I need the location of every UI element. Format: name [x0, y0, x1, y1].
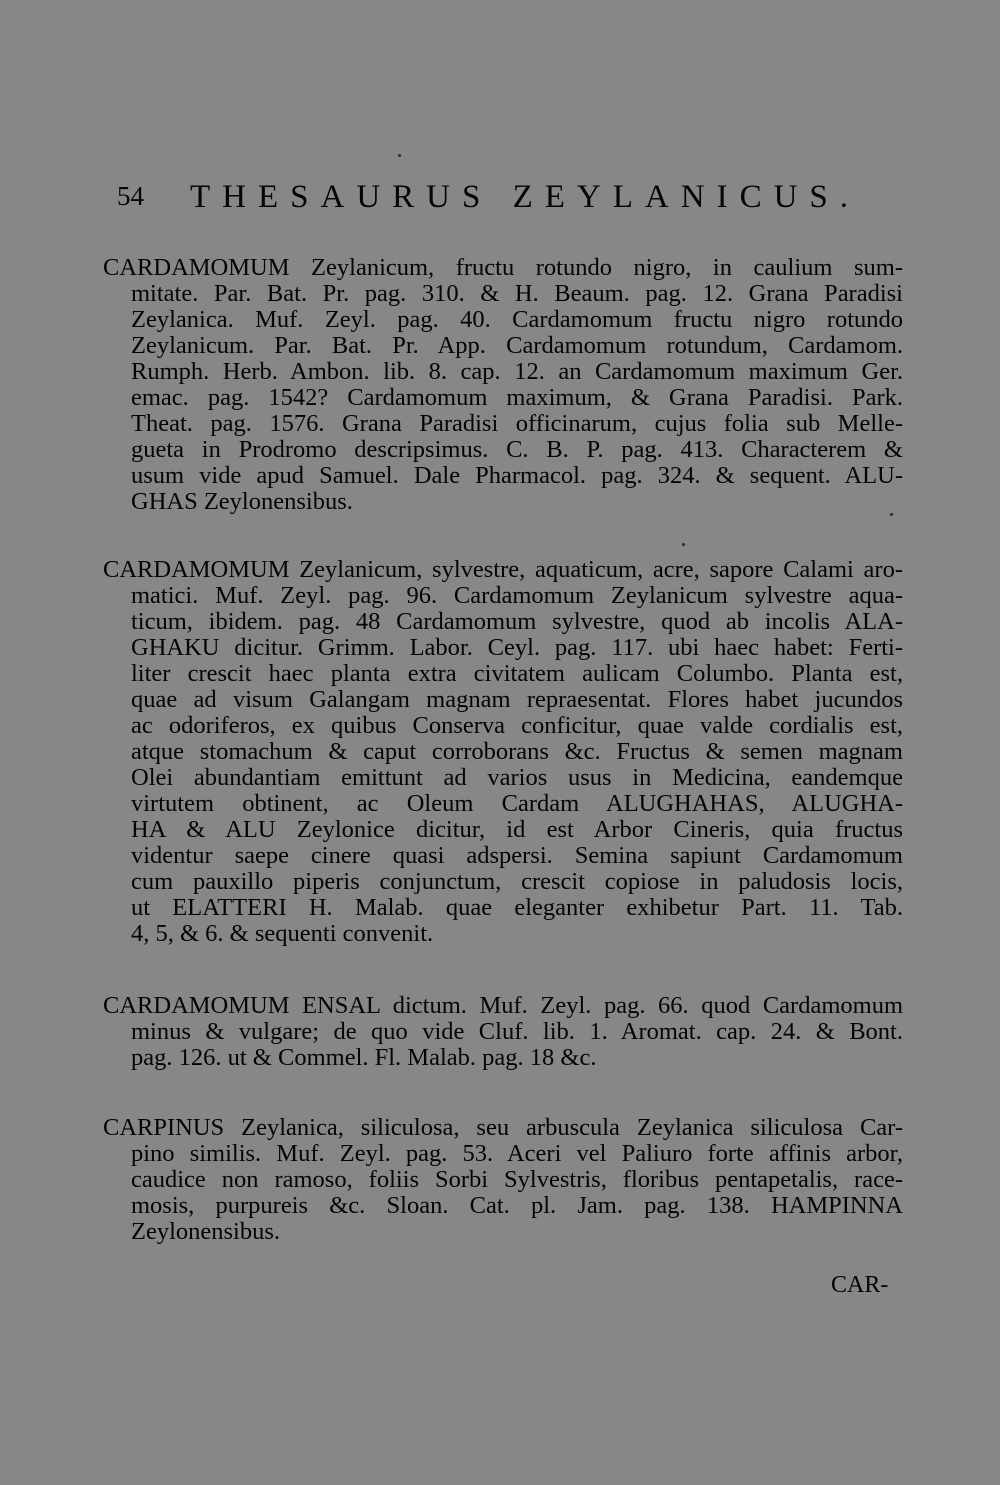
entry-2-line-6: quae ad visum Galangam magnam repraesentat. Flores habet jucundos: [131, 686, 903, 713]
entry-2-line-7: ac odoriferos, ex quibus Conserva conficitur, quae valde cordialis est,: [131, 712, 903, 739]
page-number: 54: [117, 181, 144, 211]
entry-1-line-1: CARDAMOMUM Zeylanicum, fructu rotundo nigro, in caulium sum-: [103, 254, 903, 281]
entry-4-line-5: Zeylonensibus.: [131, 1218, 281, 1245]
entry-2-line-8: atque stomachum & caput corroborans &c. Fructus & semen magnam: [131, 738, 903, 765]
entry-3-line-1: CARDAMOMUM ENSAL dictum. Muf. Zeyl. pag. 66. quod Cardamomum: [103, 992, 903, 1019]
entry-cardamomum-sylvestre: [103, 557, 903, 947]
ink-speck: [890, 513, 893, 516]
entry-2-line-4: GHAKU dicitur. Grimm. Labor. Ceyl. pag. 117. ubi haec habet: Ferti-: [131, 634, 903, 661]
entry-1-line-5: Rumph. Herb. Ambon. lib. 8. cap. 12. an Cardamomum maximum Ger.: [131, 358, 903, 385]
entry-1-line-8: gueta in Prodromo descripsimus. C. B. P. pag. 413. Characterem &: [131, 436, 903, 463]
entry-2-line-9: Olei abundantiam emittunt ad varios usus in Medicina, eandemque: [131, 764, 903, 791]
entry-2-line-12: videntur saepe cinere quasi adspersi. Semina sapiunt Cardamomum: [131, 842, 903, 869]
entry-1-line-6: emac. pag. 1542? Cardamomum maximum, & Grana Paradisi. Park.: [131, 384, 903, 411]
entry-2-line-11: HA & ALU Zeylonice dicitur, id est Arbor Cineris, quia fructus: [131, 816, 903, 843]
entry-3-line-3: pag. 126. ut & Commel. Fl. Malab. pag. 18 &c.: [131, 1044, 597, 1071]
entry-1-line-7: Theat. pag. 1576. Grana Paradisi officinarum, cujus folia sub Melle-: [131, 410, 903, 437]
entry-2-line-10: virtutem obtinent, ac Oleum Cardam ALUGHAHAS, ALUGHA-: [131, 790, 903, 817]
entry-2-line-15: 4, 5, & 6. & sequenti convenit.: [131, 920, 434, 947]
entry-3-line-2: minus & vulgare; de quo vide Cluf. lib. 1. Aromat. cap. 24. & Bont.: [131, 1018, 903, 1045]
entry-cardamomum-zeylanicum: [103, 255, 903, 515]
entries: [103, 255, 903, 1245]
entry-1-line-3: Zeylanica. Muf. Zeyl. pag. 40. Cardamomum fructu nigro rotundo: [131, 306, 903, 333]
entry-carpinus: [103, 1115, 903, 1245]
ink-speck: [682, 543, 685, 546]
running-head: THESAURUS ZEYLANICUS.: [190, 179, 861, 215]
entry-1-line-2: mitate. Par. Bat. Pr. pag. 310. & H. Beaum. pag. 12. Grana Paradisi: [131, 280, 903, 307]
entry-4-line-3: caudice non ramoso, foliis Sorbi Sylvestris, floribus pentapetalis, race-: [131, 1166, 903, 1193]
ink-speck: [398, 154, 401, 157]
entry-2-line-5: liter crescit haec planta extra civitatem aulicam Columbo. Planta est,: [131, 660, 903, 687]
entry-4-line-4: mosis, purpureis &c. Sloan. Cat. pl. Jam. pag. 138. HAMPINNA: [131, 1192, 903, 1219]
entry-2-line-1: CARDAMOMUM Zeylanicum, sylvestre, aquaticum, acre, sapore Calami aro-: [103, 556, 903, 583]
entry-2-line-14: ut ELATTERI H. Malab. quae eleganter exhibetur Part. 11. Tab.: [131, 894, 903, 921]
entry-4-line-1: CARPINUS Zeylanica, siliculosa, seu arbuscula Zeylanica siliculosa Car-: [103, 1114, 903, 1141]
catchword: CAR-: [831, 1272, 889, 1298]
entry-4-line-2: pino similis. Muf. Zeyl. pag. 53. Aceri vel Paliuro forte affinis arbor,: [131, 1140, 903, 1167]
entry-2-line-3: ticum, ibidem. pag. 48 Cardamomum sylvestre, quod ab incolis ALA-: [131, 608, 903, 635]
entry-2-line-2: matici. Muf. Zeyl. pag. 96. Cardamomum Zeylanicum sylvestre aqua-: [131, 582, 903, 609]
entry-cardamomum-ensal: [103, 993, 903, 1071]
entry-1-line-4: Zeylanicum. Par. Bat. Pr. App. Cardamomum rotundum, Cardamom.: [131, 332, 903, 359]
entry-1-line-9: usum vide apud Samuel. Dale Pharmacol. pag. 324. & sequent. ALU-: [131, 462, 903, 489]
entry-2-line-13: cum pauxillo piperis conjunctum, crescit copiose in paludosis locis,: [131, 868, 903, 895]
entry-1-line-10: GHAS Zeylonensibus.: [131, 488, 353, 515]
